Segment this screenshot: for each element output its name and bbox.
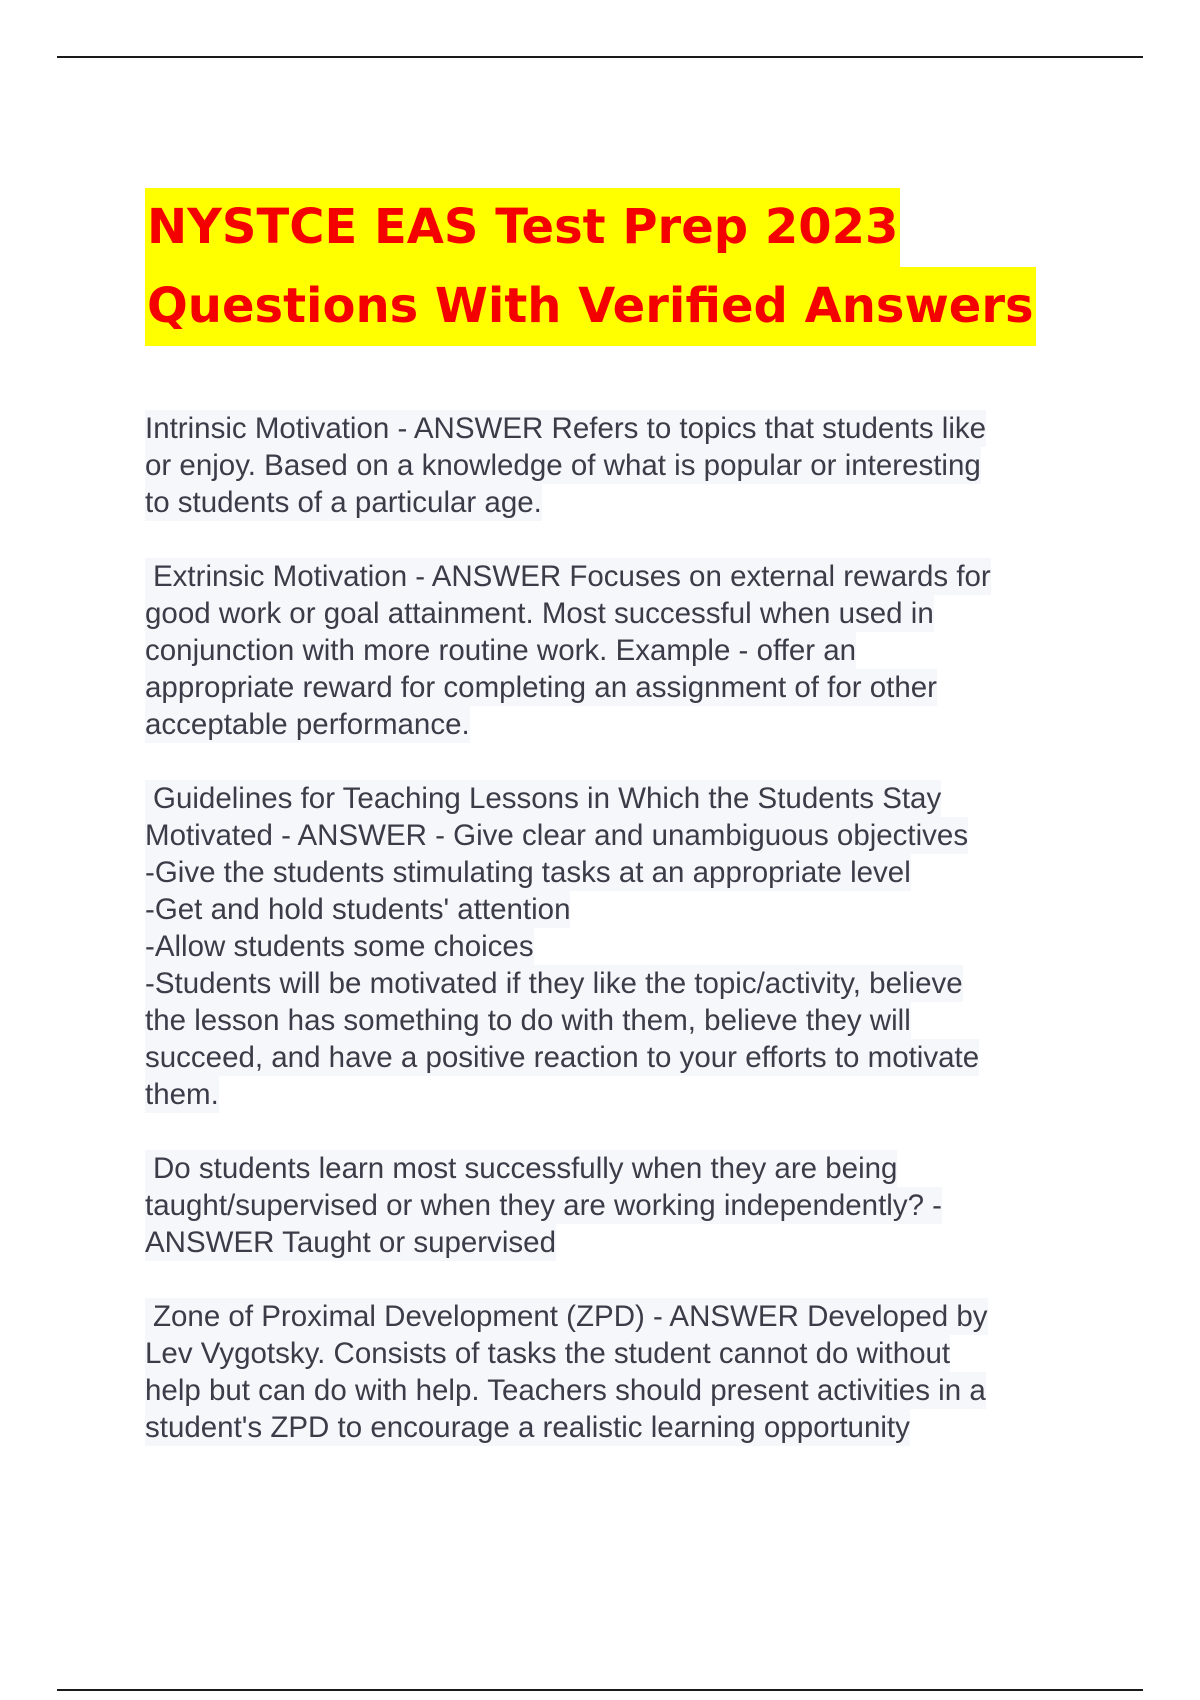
entry-line: conjunction with more routine work. Example - offer an — [145, 634, 857, 667]
title-line-2: Questions With Verified Answers — [145, 267, 1036, 346]
entry-teaching-guidelines — [145, 780, 1085, 1113]
entry-line: Zone of Proximal Development (ZPD) - ANSWER Developed by — [145, 1298, 988, 1335]
entry-line: -Give the students stimulating tasks at an appropriate level — [145, 856, 911, 889]
entry-line: good work or goal attainment. Most successful when used in — [145, 597, 934, 630]
entry-line: succeed, and have a positive reaction to your efforts to motivate — [145, 1041, 980, 1074]
entry-line: them. — [145, 1078, 219, 1111]
entry-line: Lev Vygotsky. Consists of tasks the student cannot do without — [145, 1337, 951, 1370]
entry-line: or enjoy. Based on a knowledge of what is popular or interesting — [145, 449, 981, 482]
entry-line: Extrinsic Motivation - ANSWER Focuses on external rewards for — [145, 558, 991, 595]
entry-intrinsic-motivation — [145, 410, 1085, 521]
entry-zpd — [145, 1298, 1085, 1446]
document-title — [145, 188, 1036, 346]
entry-line: Guidelines for Teaching Lessons in Which the Students Stay — [145, 780, 941, 817]
entry-line: -Allow students some choices — [145, 930, 534, 963]
entry-line: student's ZPD to encourage a realistic learning opportunity — [145, 1411, 910, 1444]
entry-line: acceptable performance. — [145, 708, 470, 741]
entry-line: appropriate reward for completing an assignment of for other — [145, 671, 938, 704]
entry-line: Intrinsic Motivation - ANSWER Refers to topics that students like — [145, 412, 987, 445]
entry-line: ANSWER Taught or supervised — [145, 1226, 556, 1259]
title-line-1: NYSTCE EAS Test Prep 2023 — [145, 188, 900, 267]
entry-extrinsic-motivation — [145, 558, 1085, 743]
entry-line: help but can do with help. Teachers should present activities in a — [145, 1374, 986, 1407]
entry-supervised-learning — [145, 1150, 1085, 1261]
entry-line: -Get and hold students' attention — [145, 893, 571, 926]
entry-line: Do students learn most successfully when they are being — [145, 1150, 897, 1187]
entry-line: to students of a particular age. — [145, 486, 542, 519]
document-body — [145, 410, 1085, 1483]
entry-line: -Students will be motivated if they like the topic/activity, believe — [145, 967, 963, 1000]
top-rule — [57, 56, 1143, 58]
bottom-rule — [57, 1689, 1143, 1691]
entry-line: the lesson has something to do with them, believe they will — [145, 1004, 911, 1037]
entry-line: Motivated - ANSWER - Give clear and unambiguous objectives — [145, 819, 969, 852]
entry-line: taught/supervised or when they are working independently? - — [145, 1189, 942, 1222]
